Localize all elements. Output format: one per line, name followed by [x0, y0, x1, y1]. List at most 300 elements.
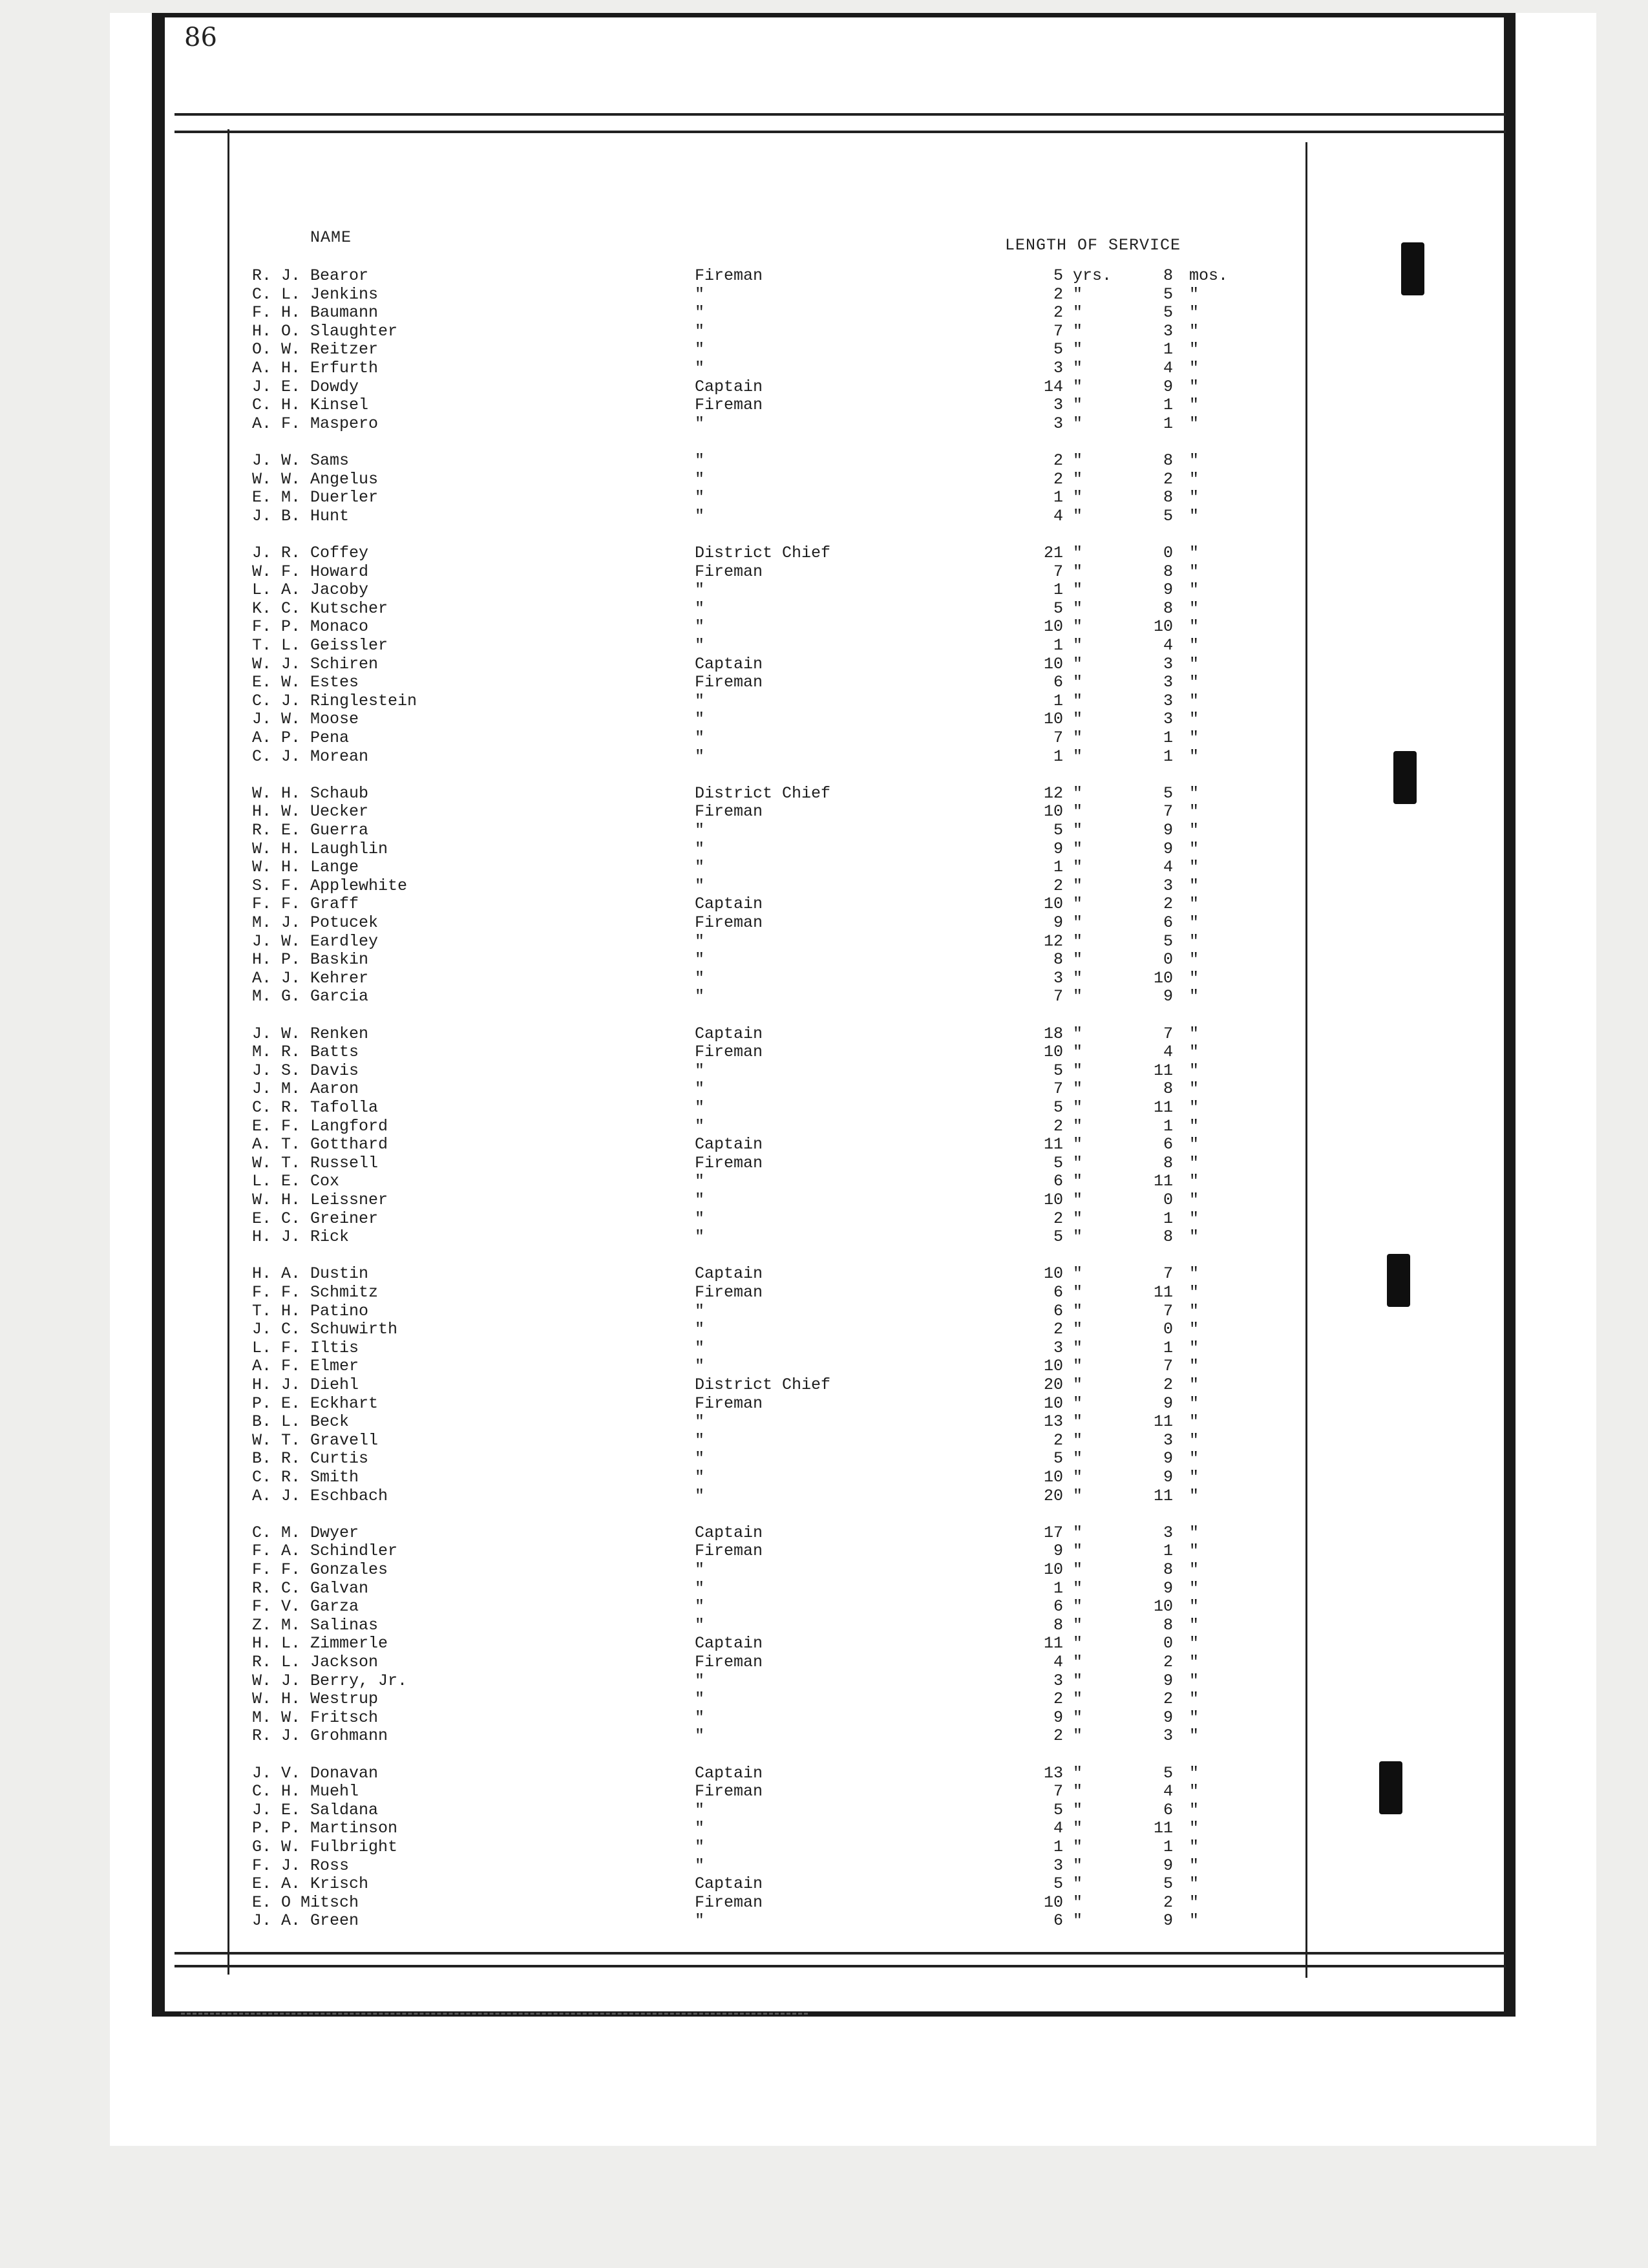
- rank-cell: ": [695, 747, 705, 766]
- months-unit-cell: ": [1189, 1043, 1199, 1061]
- months-unit-cell: ": [1189, 1856, 1199, 1875]
- rank-cell: ": [695, 285, 705, 304]
- months-unit-cell: ": [1189, 1838, 1199, 1856]
- months-cell: 8: [1163, 562, 1173, 581]
- years-unit-cell: ": [1073, 1653, 1083, 1671]
- rank-cell: Fireman: [695, 1542, 763, 1560]
- rank-cell: ": [695, 636, 705, 655]
- years-cell: 6: [1053, 1911, 1063, 1930]
- months-cell: 4: [1163, 636, 1173, 655]
- years-cell: 18: [1043, 1024, 1063, 1043]
- years-cell: 17: [1043, 1523, 1063, 1542]
- months-cell: 3: [1163, 1523, 1173, 1542]
- name-cell: J. W. Renken: [252, 1024, 369, 1043]
- name-cell: W. H. Leissner: [252, 1191, 388, 1209]
- years-cell: 7: [1053, 987, 1063, 1006]
- years-unit-cell: ": [1073, 1375, 1083, 1394]
- months-unit-cell: ": [1189, 821, 1199, 840]
- name-cell: A. F. Maspero: [252, 414, 379, 433]
- years-cell: 5: [1053, 266, 1063, 285]
- rank-cell: ": [695, 1172, 705, 1191]
- name-cell: W. T. Gravell: [252, 1431, 379, 1450]
- list-item: [110, 617, 1596, 636]
- list-item: [110, 470, 1596, 489]
- years-cell: 9: [1053, 840, 1063, 858]
- rank-cell: ": [695, 580, 705, 599]
- list-item: [110, 1191, 1596, 1209]
- rank-cell: Fireman: [695, 1782, 763, 1801]
- years-cell: 6: [1053, 1597, 1063, 1616]
- months-unit-cell: ": [1189, 1209, 1199, 1228]
- rank-cell: ": [695, 1726, 705, 1745]
- name-cell: J. V. Donavan: [252, 1764, 379, 1783]
- list-item: [110, 1597, 1596, 1616]
- name-cell: J. E. Saldana: [252, 1801, 379, 1819]
- list-item: [110, 414, 1596, 433]
- rank-cell: Fireman: [695, 266, 763, 285]
- list-item: [110, 266, 1596, 285]
- years-unit-cell: ": [1073, 544, 1083, 562]
- list-item: [110, 1911, 1596, 1930]
- months-cell: 7: [1163, 1302, 1173, 1320]
- months-cell: 8: [1163, 1154, 1173, 1172]
- rank-cell: ": [695, 858, 705, 876]
- years-cell: 6: [1053, 673, 1063, 692]
- name-cell: F. A. Schindler: [252, 1542, 398, 1560]
- months-cell: 10: [1153, 1597, 1173, 1616]
- months-unit-cell: ": [1189, 414, 1199, 433]
- rank-cell: Fireman: [695, 396, 763, 414]
- months-cell: 9: [1163, 1911, 1173, 1930]
- years-unit-cell: ": [1073, 1690, 1083, 1708]
- years-unit-cell: ": [1073, 1893, 1083, 1912]
- months-cell: 4: [1163, 1782, 1173, 1801]
- years-cell: 5: [1053, 1874, 1063, 1893]
- name-cell: J. E. Dowdy: [252, 377, 359, 396]
- rank-cell: District Chief: [695, 784, 831, 803]
- years-unit-cell: ": [1073, 377, 1083, 396]
- name-cell: R. E. Guerra: [252, 821, 369, 840]
- months-cell: 0: [1163, 950, 1173, 969]
- rank-cell: Captain: [695, 1634, 763, 1653]
- rank-cell: Captain: [695, 655, 763, 673]
- rank-cell: ": [695, 1339, 705, 1357]
- rank-cell: ": [695, 710, 705, 728]
- years-cell: 3: [1053, 1856, 1063, 1875]
- years-cell: 21: [1043, 544, 1063, 562]
- months-unit-cell: ": [1189, 562, 1199, 581]
- list-item: [110, 1024, 1596, 1043]
- rank-cell: ": [695, 1227, 705, 1246]
- years-cell: 1: [1053, 1838, 1063, 1856]
- months-unit-cell: ": [1189, 1098, 1199, 1117]
- months-unit-cell: ": [1189, 895, 1199, 913]
- months-cell: 6: [1163, 913, 1173, 932]
- months-cell: 11: [1153, 1098, 1173, 1117]
- rank-cell: ": [695, 876, 705, 895]
- name-cell: H. J. Rick: [252, 1227, 350, 1246]
- rank-cell: Fireman: [695, 1394, 763, 1413]
- name-cell: H. L. Zimmerle: [252, 1634, 388, 1653]
- months-unit-cell: ": [1189, 1320, 1199, 1339]
- months-unit-cell: ": [1189, 1191, 1199, 1209]
- name-cell: E. C. Greiner: [252, 1209, 379, 1228]
- years-unit-cell: ": [1073, 1339, 1083, 1357]
- rank-cell: ": [695, 1616, 705, 1635]
- years-unit-cell: ": [1073, 1616, 1083, 1635]
- years-unit-cell: ": [1073, 1394, 1083, 1413]
- years-unit-cell: ": [1073, 673, 1083, 692]
- years-cell: 1: [1053, 636, 1063, 655]
- rank-cell: ": [695, 950, 705, 969]
- name-cell: J. W. Moose: [252, 710, 359, 728]
- list-item: [110, 1874, 1596, 1893]
- months-unit-cell: ": [1189, 1523, 1199, 1542]
- months-cell: 9: [1163, 1708, 1173, 1727]
- years-cell: 5: [1053, 1154, 1063, 1172]
- years-cell: 10: [1043, 655, 1063, 673]
- months-unit-cell: ": [1189, 673, 1199, 692]
- months-unit-cell: ": [1189, 876, 1199, 895]
- list-item: [110, 1838, 1596, 1856]
- years-cell: 10: [1043, 710, 1063, 728]
- months-cell: 9: [1163, 821, 1173, 840]
- name-cell: M. J. Potucek: [252, 913, 379, 932]
- years-cell: 10: [1043, 617, 1063, 636]
- list-item: [110, 747, 1596, 766]
- years-unit-cell: ": [1073, 1264, 1083, 1283]
- name-cell: B. R. Curtis: [252, 1449, 369, 1468]
- name-cell: P. P. Martinson: [252, 1819, 398, 1838]
- years-unit-cell: ": [1073, 784, 1083, 803]
- years-cell: 3: [1053, 359, 1063, 377]
- years-cell: 13: [1043, 1412, 1063, 1431]
- months-cell: 2: [1163, 895, 1173, 913]
- months-unit-cell: ": [1189, 451, 1199, 470]
- name-cell: R. C. Galvan: [252, 1579, 369, 1598]
- rank-cell: ": [695, 840, 705, 858]
- months-cell: 2: [1163, 470, 1173, 489]
- name-cell: S. F. Applewhite: [252, 876, 408, 895]
- rank-cell: ": [695, 728, 705, 747]
- rank-cell: Captain: [695, 1024, 763, 1043]
- years-cell: 5: [1053, 599, 1063, 618]
- years-cell: 10: [1043, 1468, 1063, 1487]
- name-cell: J. A. Green: [252, 1911, 359, 1930]
- years-unit-cell: ": [1073, 1579, 1083, 1598]
- name-cell: E. M. Duerler: [252, 488, 379, 507]
- months-cell: 1: [1163, 396, 1173, 414]
- months-unit-cell: ": [1189, 1227, 1199, 1246]
- years-cell: 2: [1053, 1431, 1063, 1450]
- name-cell: L. F. Iltis: [252, 1339, 359, 1357]
- list-item: [110, 1893, 1596, 1912]
- list-item: [110, 1339, 1596, 1357]
- years-unit-cell: ": [1073, 470, 1083, 489]
- months-cell: 11: [1153, 1283, 1173, 1302]
- name-cell: E. O Mitsch: [252, 1893, 359, 1912]
- rank-cell: ": [695, 322, 705, 341]
- list-item: [110, 1616, 1596, 1635]
- months-cell: 3: [1163, 710, 1173, 728]
- list-item: [110, 1542, 1596, 1560]
- rank-cell: ": [695, 303, 705, 322]
- rank-cell: ": [695, 488, 705, 507]
- years-unit-cell: ": [1073, 1542, 1083, 1560]
- years-cell: 3: [1053, 396, 1063, 414]
- years-cell: 7: [1053, 1079, 1063, 1098]
- years-unit-cell: ": [1073, 821, 1083, 840]
- name-cell: A. H. Erfurth: [252, 359, 379, 377]
- years-unit-cell: ": [1073, 710, 1083, 728]
- rank-cell: Fireman: [695, 1893, 763, 1912]
- years-unit-cell: ": [1073, 876, 1083, 895]
- rank-cell: Captain: [695, 1874, 763, 1893]
- list-item: [110, 784, 1596, 803]
- months-cell: 8: [1163, 451, 1173, 470]
- list-item: [110, 1653, 1596, 1671]
- years-unit-cell: yrs.: [1073, 266, 1112, 285]
- months-cell: 5: [1163, 303, 1173, 322]
- months-cell: 7: [1163, 1357, 1173, 1375]
- years-cell: 1: [1053, 1579, 1063, 1598]
- months-unit-cell: ": [1189, 340, 1199, 359]
- list-item: [110, 1856, 1596, 1875]
- months-cell: 1: [1163, 1117, 1173, 1136]
- name-cell: H. P. Baskin: [252, 950, 369, 969]
- years-unit-cell: ": [1073, 1468, 1083, 1487]
- years-unit-cell: ": [1073, 636, 1083, 655]
- years-cell: 10: [1043, 1893, 1063, 1912]
- months-unit-cell: ": [1189, 1671, 1199, 1690]
- months-unit-cell: ": [1189, 488, 1199, 507]
- years-unit-cell: ": [1073, 1172, 1083, 1191]
- rank-cell: ": [695, 1098, 705, 1117]
- list-item: [110, 340, 1596, 359]
- months-unit-cell: ": [1189, 1117, 1199, 1136]
- months-cell: 8: [1163, 266, 1173, 285]
- rank-cell: Fireman: [695, 1043, 763, 1061]
- years-unit-cell: ": [1073, 507, 1083, 525]
- list-item: [110, 488, 1596, 507]
- rank-cell: ": [695, 617, 705, 636]
- years-cell: 20: [1043, 1375, 1063, 1394]
- years-cell: 2: [1053, 876, 1063, 895]
- rank-cell: ": [695, 1856, 705, 1875]
- years-cell: 1: [1053, 858, 1063, 876]
- list-item: [110, 1468, 1596, 1487]
- months-cell: 2: [1163, 1653, 1173, 1671]
- list-item: [110, 507, 1596, 525]
- scanned-page: [110, 13, 1596, 2146]
- list-item: [110, 1487, 1596, 1505]
- list-item: [110, 599, 1596, 618]
- months-unit-cell: ": [1189, 710, 1199, 728]
- months-unit-cell: ": [1189, 1302, 1199, 1320]
- name-cell: F. H. Baumann: [252, 303, 379, 322]
- rank-cell: Fireman: [695, 1154, 763, 1172]
- months-unit-cell: ": [1189, 285, 1199, 304]
- name-cell: J. W. Sams: [252, 451, 350, 470]
- rank-cell: ": [695, 1819, 705, 1838]
- list-item: [110, 1320, 1596, 1339]
- months-unit-cell: ": [1189, 396, 1199, 414]
- months-cell: 8: [1163, 488, 1173, 507]
- years-cell: 6: [1053, 1302, 1063, 1320]
- list-item: [110, 1209, 1596, 1228]
- months-cell: 8: [1163, 599, 1173, 618]
- name-cell: W. W. Angelus: [252, 470, 379, 489]
- months-unit-cell: ": [1189, 932, 1199, 951]
- rank-cell: ": [695, 1708, 705, 1727]
- list-item: [110, 562, 1596, 581]
- rank-cell: ": [695, 1412, 705, 1431]
- years-cell: 10: [1043, 1357, 1063, 1375]
- page-number: 86: [184, 23, 217, 52]
- list-item: [110, 1764, 1596, 1783]
- years-cell: 4: [1053, 1653, 1063, 1671]
- months-unit-cell: ": [1189, 692, 1199, 710]
- rank-cell: ": [695, 1487, 705, 1505]
- years-cell: 3: [1053, 969, 1063, 988]
- name-cell: W. H. Schaub: [252, 784, 369, 803]
- name-cell: C. J. Morean: [252, 747, 369, 766]
- name-cell: F. F. Gonzales: [252, 1560, 388, 1579]
- list-item: [110, 1117, 1596, 1136]
- years-unit-cell: ": [1073, 840, 1083, 858]
- years-cell: 8: [1053, 1616, 1063, 1635]
- months-cell: 5: [1163, 507, 1173, 525]
- months-unit-cell: ": [1189, 1542, 1199, 1560]
- name-cell: E. A. Krisch: [252, 1874, 369, 1893]
- list-item: [110, 636, 1596, 655]
- years-unit-cell: ": [1073, 1043, 1083, 1061]
- personnel-list: [110, 13, 1596, 2146]
- rank-cell: ": [695, 1911, 705, 1930]
- years-unit-cell: ": [1073, 1487, 1083, 1505]
- months-unit-cell: ": [1189, 1061, 1199, 1080]
- years-cell: 5: [1053, 1801, 1063, 1819]
- months-unit-cell: ": [1189, 1616, 1199, 1635]
- list-item: [110, 1264, 1596, 1283]
- list-item: [110, 1449, 1596, 1468]
- rank-cell: ": [695, 1449, 705, 1468]
- months-unit-cell: ": [1189, 950, 1199, 969]
- months-unit-cell: ": [1189, 580, 1199, 599]
- years-unit-cell: ": [1073, 1431, 1083, 1450]
- name-cell: K. C. Kutscher: [252, 599, 388, 618]
- years-unit-cell: ": [1073, 1856, 1083, 1875]
- years-cell: 3: [1053, 1339, 1063, 1357]
- months-cell: 6: [1163, 1135, 1173, 1154]
- name-cell: M. R. Batts: [252, 1043, 359, 1061]
- name-cell: C. H. Muehl: [252, 1782, 359, 1801]
- months-cell: 1: [1163, 747, 1173, 766]
- name-cell: H. A. Dustin: [252, 1264, 369, 1283]
- name-cell: F. J. Ross: [252, 1856, 350, 1875]
- years-unit-cell: ": [1073, 969, 1083, 988]
- list-item: [110, 710, 1596, 728]
- years-cell: 2: [1053, 1320, 1063, 1339]
- years-cell: 10: [1043, 1191, 1063, 1209]
- list-item: [110, 1801, 1596, 1819]
- months-cell: 10: [1153, 969, 1173, 988]
- months-cell: 9: [1163, 1394, 1173, 1413]
- months-cell: 2: [1163, 1690, 1173, 1708]
- rank-cell: Captain: [695, 1264, 763, 1283]
- years-unit-cell: ": [1073, 895, 1083, 913]
- months-unit-cell: ": [1189, 987, 1199, 1006]
- months-unit-cell: ": [1189, 1911, 1199, 1930]
- years-cell: 20: [1043, 1487, 1063, 1505]
- months-unit-cell: ": [1189, 1634, 1199, 1653]
- months-cell: 3: [1163, 692, 1173, 710]
- months-cell: 11: [1153, 1487, 1173, 1505]
- months-unit-cell: ": [1189, 1079, 1199, 1098]
- name-cell: W. H. Laughlin: [252, 840, 388, 858]
- months-unit-cell: ": [1189, 1135, 1199, 1154]
- months-cell: 4: [1163, 359, 1173, 377]
- rank-cell: ": [695, 599, 705, 618]
- name-cell: Z. M. Salinas: [252, 1616, 379, 1635]
- list-item: [110, 1061, 1596, 1080]
- years-unit-cell: ": [1073, 599, 1083, 618]
- years-unit-cell: ": [1073, 580, 1083, 599]
- years-cell: 10: [1043, 1264, 1063, 1283]
- months-unit-cell: ": [1189, 747, 1199, 766]
- months-unit-cell: ": [1189, 1024, 1199, 1043]
- name-cell: A. P. Pena: [252, 728, 350, 747]
- list-item: [110, 1135, 1596, 1154]
- months-unit-cell: ": [1189, 1801, 1199, 1819]
- list-item: [110, 1560, 1596, 1579]
- rank-cell: ": [695, 1690, 705, 1708]
- rank-cell: ": [695, 414, 705, 433]
- years-cell: 9: [1053, 913, 1063, 932]
- months-cell: 9: [1163, 1449, 1173, 1468]
- years-unit-cell: ": [1073, 1671, 1083, 1690]
- months-unit-cell: ": [1189, 784, 1199, 803]
- name-column-header: NAME: [310, 228, 352, 247]
- months-unit-cell: ": [1189, 599, 1199, 618]
- years-unit-cell: ": [1073, 396, 1083, 414]
- rank-cell: ": [695, 1838, 705, 1856]
- name-cell: A. F. Elmer: [252, 1357, 359, 1375]
- months-unit-cell: ": [1189, 1690, 1199, 1708]
- months-unit-cell: ": [1189, 1431, 1199, 1450]
- list-item: [110, 1690, 1596, 1708]
- months-unit-cell: ": [1189, 1487, 1199, 1505]
- length-of-service-header: LENGTH OF SERVICE: [1005, 236, 1181, 255]
- months-unit-cell: ": [1189, 1375, 1199, 1394]
- name-cell: T. H. Patino: [252, 1302, 369, 1320]
- rank-cell: ": [695, 340, 705, 359]
- years-unit-cell: ": [1073, 322, 1083, 341]
- name-cell: C. H. Kinsel: [252, 396, 369, 414]
- rank-cell: Fireman: [695, 562, 763, 581]
- months-cell: 5: [1163, 285, 1173, 304]
- years-unit-cell: ": [1073, 692, 1083, 710]
- years-unit-cell: ": [1073, 285, 1083, 304]
- years-cell: 2: [1053, 1117, 1063, 1136]
- years-cell: 10: [1043, 1394, 1063, 1413]
- years-cell: 5: [1053, 1061, 1063, 1080]
- years-unit-cell: ": [1073, 1283, 1083, 1302]
- list-item: [110, 1634, 1596, 1653]
- rank-cell: ": [695, 692, 705, 710]
- years-unit-cell: ": [1073, 950, 1083, 969]
- list-item: [110, 1708, 1596, 1727]
